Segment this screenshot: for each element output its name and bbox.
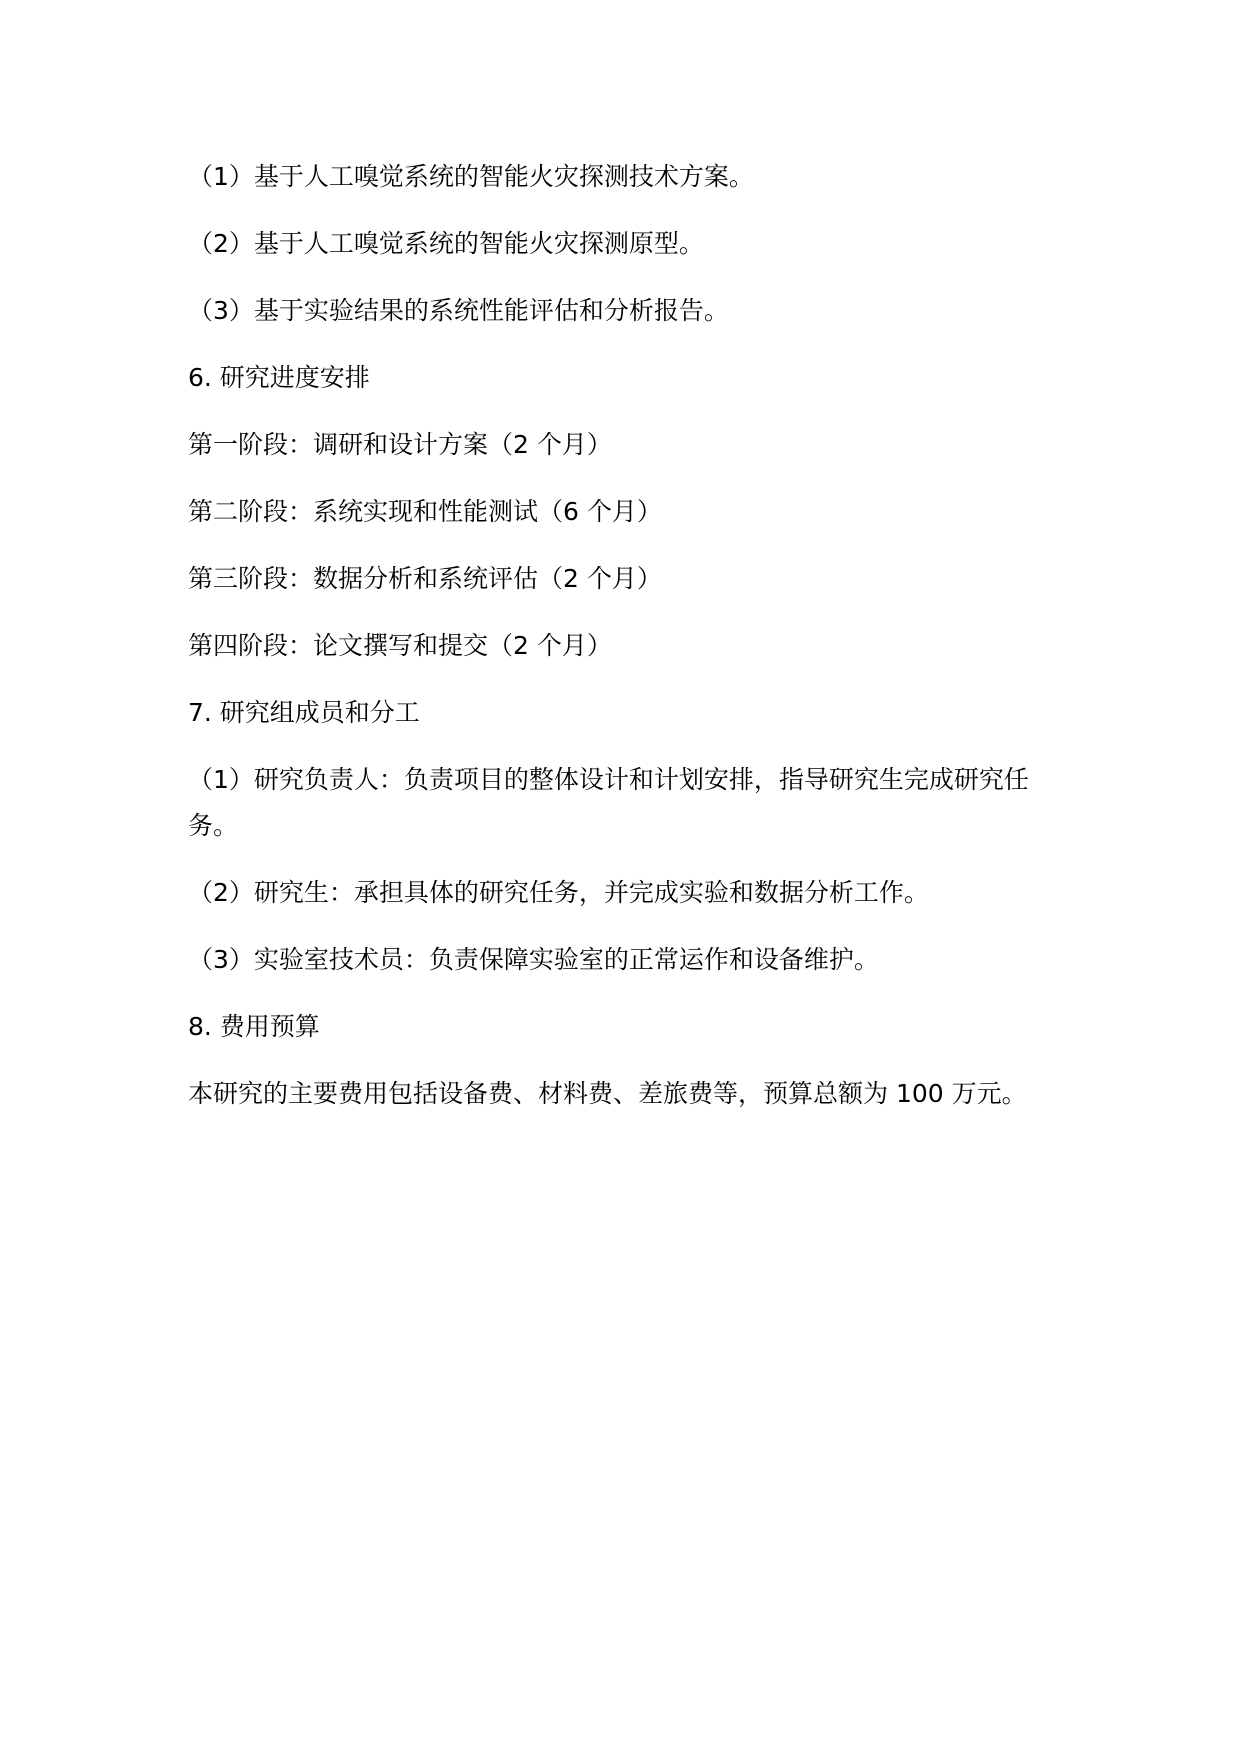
schedule-phase-2: 第二阶段：系统实现和性能测试（6 个月） (188, 497, 662, 526)
document-body (188, 154, 1056, 1138)
schedule-phase-4: 第四阶段：论文撰写和提交（2 个月） (188, 631, 612, 660)
section-heading-schedule: 6. 研究进度安排 (188, 363, 370, 392)
schedule-phase-1: 第一阶段：调研和设计方案（2 个月） (188, 430, 612, 459)
deliverable-item-2: （2）基于人工嗅觉系统的智能火灾探测原型。 (188, 229, 704, 258)
schedule-phase-3: 第三阶段：数据分析和系统评估（2 个月） (188, 564, 662, 593)
team-role-student: （2）研究生：承担具体的研究任务，并完成实验和数据分析工作。 (188, 878, 929, 907)
section-heading-team: 7. 研究组成员和分工 (188, 698, 420, 727)
budget-description: 本研究的主要费用包括设备费、材料费、差旅费等，预算总额为 100 万元。 (188, 1079, 1027, 1108)
section-heading-budget: 8. 费用预算 (188, 1012, 320, 1041)
deliverable-item-1: （1）基于人工嗅觉系统的智能火灾探测技术方案。 (188, 162, 754, 191)
deliverable-item-3: （3）基于实验结果的系统性能评估和分析报告。 (188, 296, 729, 325)
team-role-technician: （3）实验室技术员：负责保障实验室的正常运作和设备维护。 (188, 945, 879, 974)
team-role-leader: （1）研究负责人：负责项目的整体设计和计划安排，指导研究生完成研究任务。 (188, 765, 1029, 840)
